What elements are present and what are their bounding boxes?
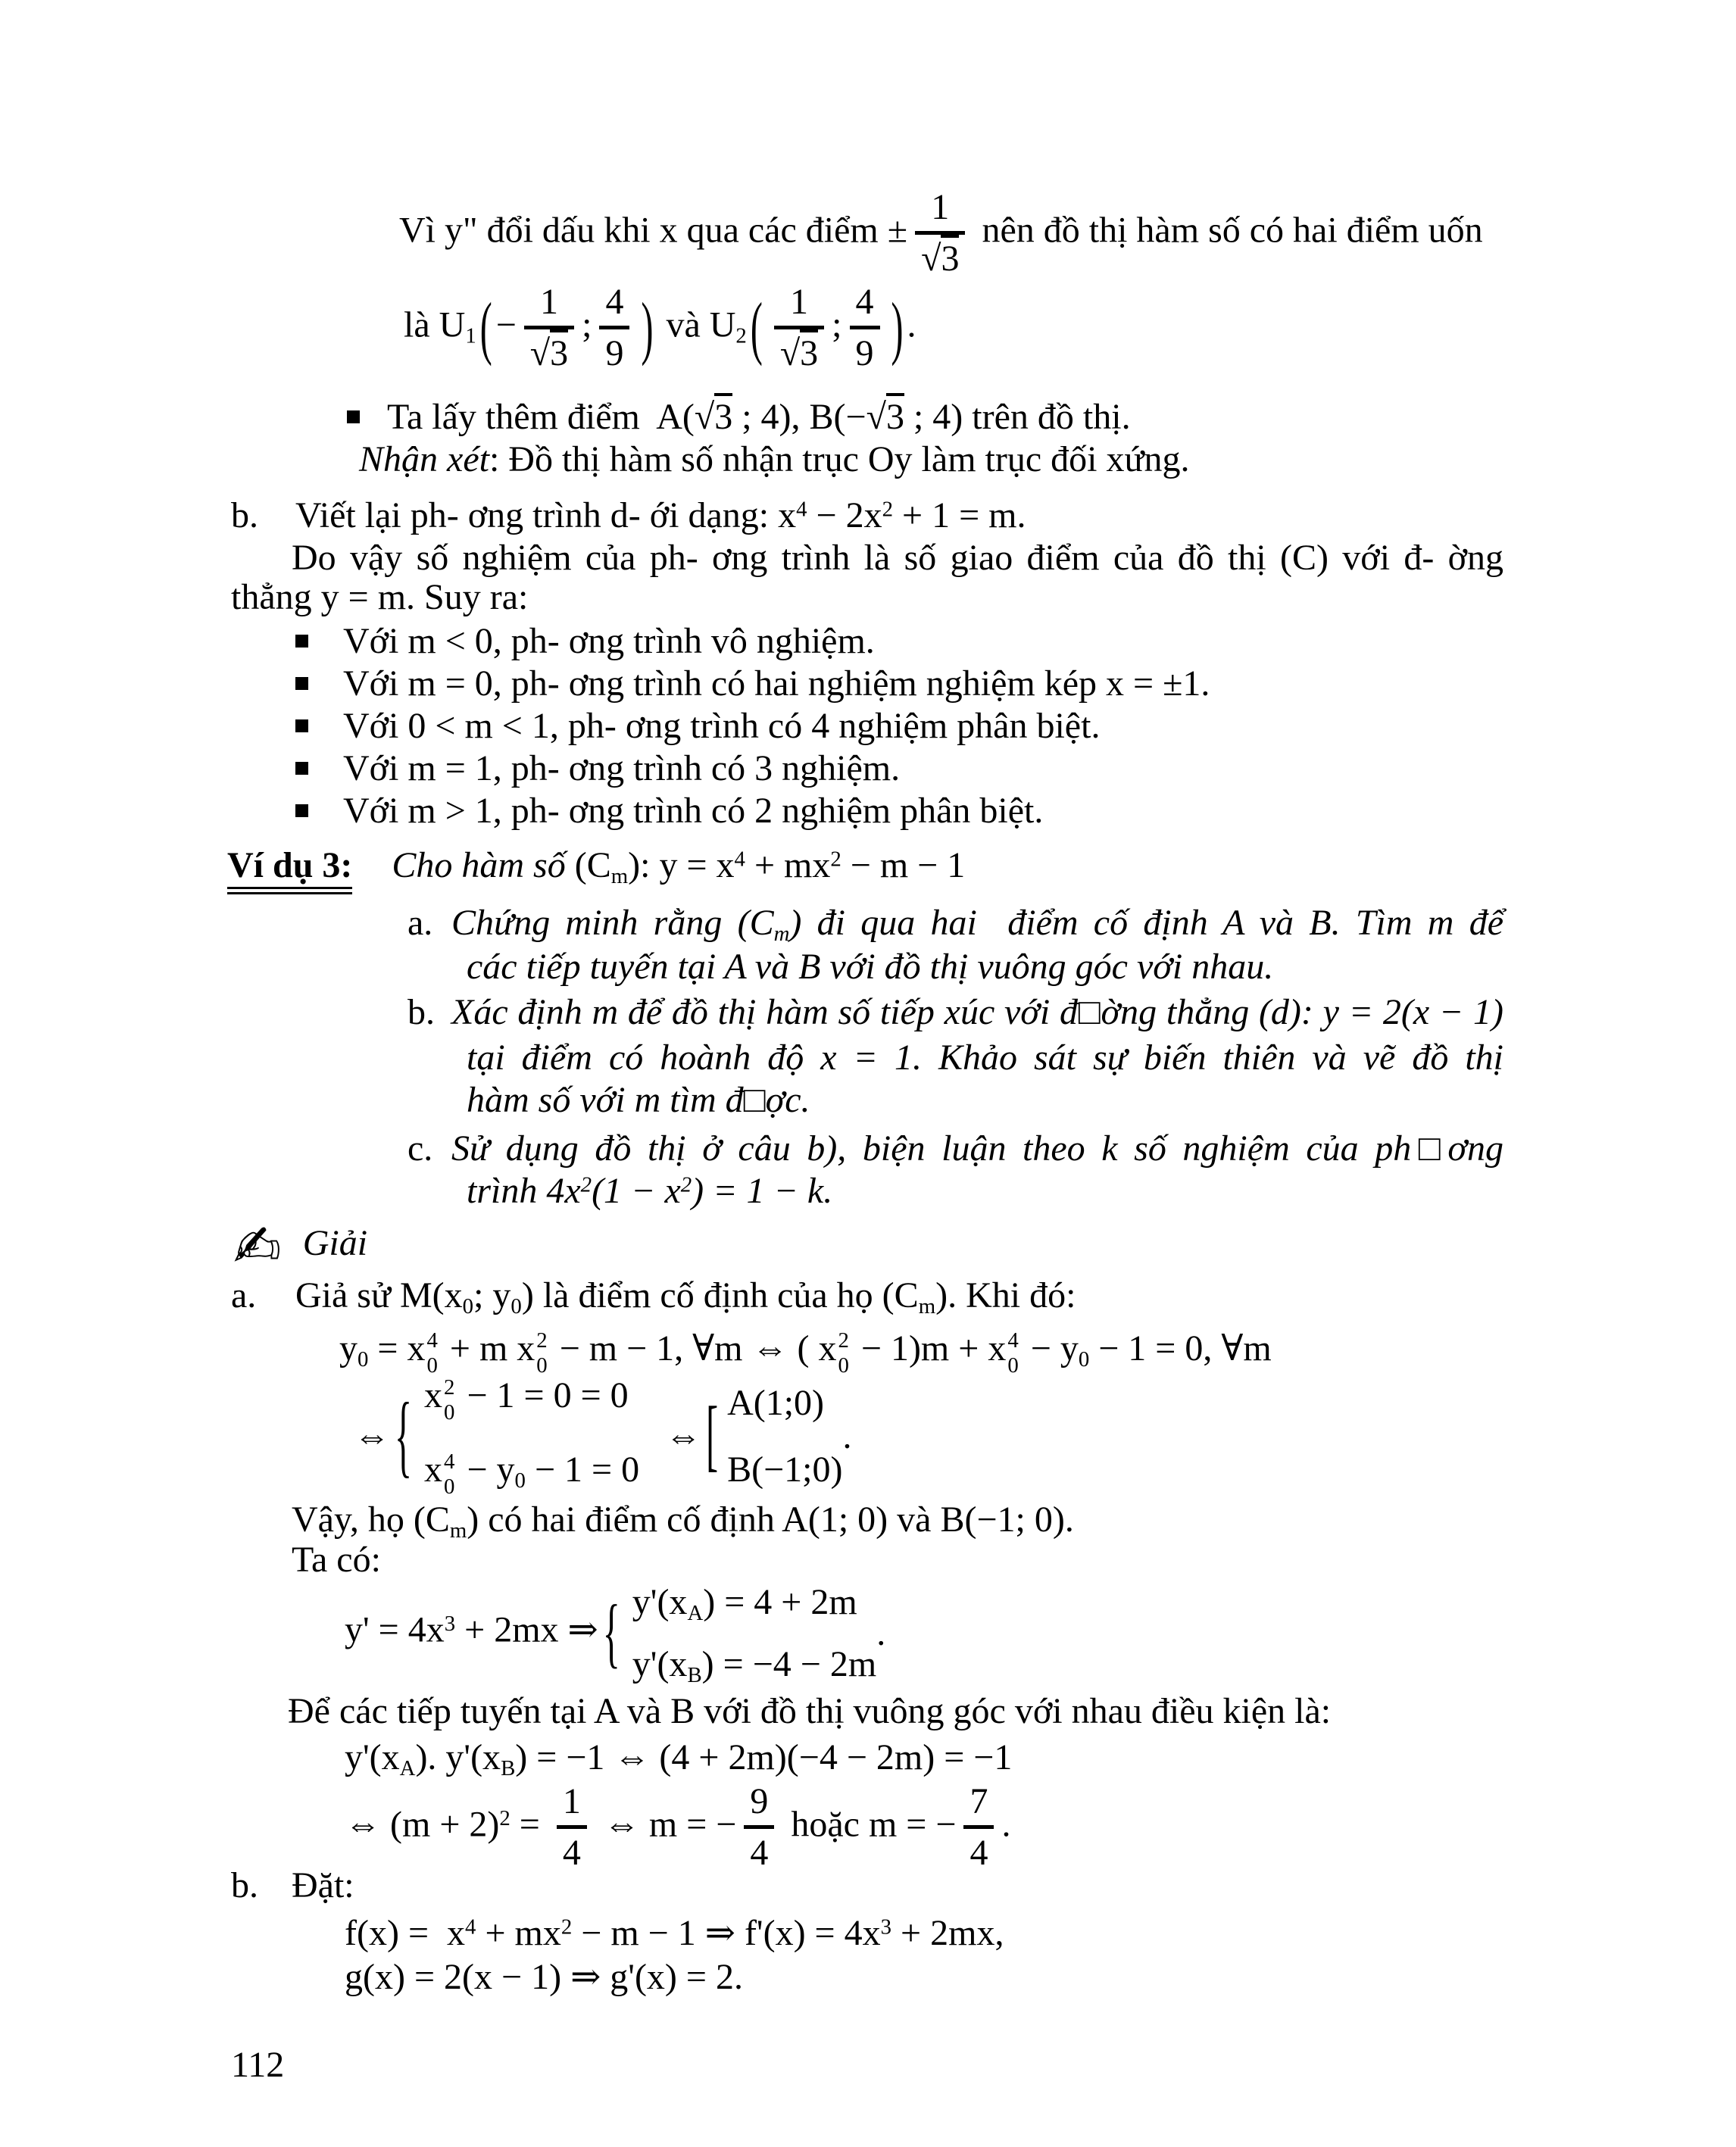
radical-sign: √ [921,238,941,279]
big-left-brace: { [395,1384,413,1487]
fraction-1-sqrt3 [524,284,574,373]
text-run: − 1 = 0 [525,1449,640,1490]
superscript: 3 [444,1612,456,1637]
period: . [842,1416,852,1457]
square-bullet-icon [295,635,308,648]
text-run: ) đi qua hai điểm cố định A và B. Tìm m để [789,903,1504,943]
formula-fixed-point-system [354,1374,851,1499]
text-run: ) có hai điểm cố định A(1; 0) và B(−1; 0). [467,1499,1074,1540]
text-run: = x [368,1328,426,1368]
item-b-line1 [451,991,1503,1034]
item-label-b: b. [231,495,258,535]
minus-sign: − [495,304,517,345]
extra-points-bullet [347,395,1131,439]
sub-sup-stack [444,1450,454,1499]
text-run: : Đồ thị hàm số nhận trục Oy làm trục đối xứng. [489,439,1190,479]
radical-sign: √ [779,332,801,373]
text-run: Đặt: [292,1865,354,1905]
text-run: x [424,1449,443,1490]
fraction-numerator: 9 [750,1781,769,1821]
fraction-denominator [524,326,574,373]
formula-product-slopes [345,1736,1012,1780]
text-run: ; 4), B(− [732,397,866,437]
fraction-9-4 [744,1783,774,1872]
text-run: ) là điểm cố định của họ (C [521,1275,919,1315]
subscript: m [918,1294,936,1319]
subscript: 0 [510,1294,522,1319]
superscript: 4 [796,497,807,522]
fraction-7-4 [963,1783,994,1872]
period: . [907,304,916,345]
superscript: 4 [465,1915,476,1939]
text-run: + 2mx, [891,1913,1004,1953]
text-run: c. [407,1128,433,1169]
superscript: 4 [444,1449,455,1474]
text-run: b. [407,992,435,1032]
text-run: (1 − x [592,1171,681,1211]
radicand: 3 [550,329,568,373]
line-inflection-points [404,284,916,373]
fraction-4-9 [599,284,629,373]
text-run: ) = 4 + 2m [703,1582,857,1622]
item-label-a: a. [231,1275,257,1315]
subscript: 0 [838,1353,849,1378]
formula-y0-identity [339,1327,1272,1378]
superscript: 2 [830,847,841,872]
system-rows [632,1581,876,1686]
solution-a-intro [231,1274,1076,1318]
text-run: Với m = 1, ph- ơng trình có 3 nghiệm. [343,748,901,788]
text-run: là U [404,304,466,345]
sub-sup-stack [426,1328,437,1378]
text-run: f(x) = x [345,1913,466,1953]
fraction-denominator: 4 [744,1825,774,1872]
radicand: 3 [886,393,904,437]
text-run: Với 0 < m < 1, ph- ơng trình có 4 nghiệm phân biệt. [343,706,1101,746]
system-row [632,1581,876,1624]
superscript: 4 [1007,1328,1019,1353]
case-bullet-m-eq-1 [295,747,900,791]
item-label-a [407,901,432,945]
text-run: Vì y" đổi dấu khi x qua các điểm ± [399,210,908,251]
item-label-c [407,1127,432,1171]
text-run: Để các tiếp tuyến tại A và B với đồ thị vuông góc với nhau điều kiện là: [288,1691,1332,1731]
text-run: y [339,1328,358,1368]
text-run: Với m = 0, ph- ơng trình có hai nghiệm nghiệm kép x = ±1. [343,663,1210,704]
text-run: − 1 = 0, ∀m [1089,1328,1272,1368]
text-run: Với m < 0, ph- ơng trình vô nghiệm. [343,621,875,661]
sub-sup-stack [444,1375,454,1425]
item-label-b: b. [231,1865,258,1905]
or-row: A(1;0) [727,1383,825,1424]
text-run: x [424,1375,443,1415]
subscript: 2 [735,323,747,348]
text-run: Do vậy số nghiệm của ph- ơng trình là số giao điểm của đồ thị (C) với đ- ờng [292,538,1503,578]
radicand: 3 [941,235,959,279]
superscript: 2 [680,1172,692,1197]
text-run: − 2x [807,495,882,535]
text-run: Cho hàm số [392,845,575,885]
text-run: Sử dụng đồ thị ở câu b), biện luận theo k số nghiệm của ph□ơng [451,1128,1503,1169]
separator: ; [832,304,842,345]
subscript: m [610,864,629,889]
text-run: + 1 = m. [893,495,1026,535]
superscript: 2 [536,1328,548,1353]
formula-m-solutions [345,1783,1010,1872]
superscript: 2 [499,1806,510,1831]
superscript: 2 [444,1375,455,1400]
fraction-1-4 [557,1783,587,1872]
line-ta-co [292,1538,381,1582]
subscript: 0 [1078,1347,1090,1372]
sqrt-3 [695,393,732,437]
case-bullet-0-m-1 [295,704,1100,748]
sub-sup-stack [536,1328,547,1378]
text-run: y' = 4x [345,1609,445,1650]
fraction-numerator: 1 [539,282,558,322]
sub-sup-stack [838,1328,848,1378]
subscript: 0 [358,1347,369,1372]
text-run: + mx [476,1913,561,1953]
item-a-line1 [451,901,1503,945]
subscript: m [773,922,790,947]
big-left-brace: { [602,1589,620,1676]
subscript: B [501,1756,516,1781]
fraction-denominator: 4 [963,1825,994,1872]
item-c-line2 [467,1169,832,1213]
text-run: − m − 1 [841,845,966,885]
text-run: ⇔ (m + 2) [345,1804,500,1845]
line-nhan-xet [359,438,1190,482]
square-bullet-icon [295,719,308,732]
item-b-line3 [467,1078,810,1122]
example3-heading [227,844,965,888]
fraction-denominator: 4 [557,1825,587,1872]
page-number [231,2043,284,2087]
text-run: Viết lại ph- ơng trình d- ới dạng: x [295,495,797,535]
line-perpendicular-condition [288,1690,1331,1734]
superscript: 2 [882,497,893,522]
text-run: (C [574,845,611,885]
iff-arrow: ⇔ [354,1416,390,1457]
text-run: 112 [231,2045,285,2085]
or-rows [727,1381,842,1491]
subscript: 0 [462,1294,474,1319]
text-run: Giả sử M(x [295,1275,463,1315]
text-run: ). Khi đó: [935,1275,1076,1315]
formula-derivative-system [345,1581,885,1686]
text-run: trình 4x [467,1171,581,1211]
text-run: − 1)m + x [851,1328,1007,1368]
part-b-restate [231,494,1026,538]
text-run: Vậy, họ (C [292,1499,450,1540]
fraction-4-9 [850,284,880,373]
text-run: ) = 1 − k. [692,1171,833,1211]
item-b-line2 [467,1036,1503,1080]
fraction-denominator [774,326,824,373]
text-run: hoặc m = − [782,1804,957,1845]
text-run: Xác định m để đồ thị hàm số tiếp xúc với đ□ờng thẳng (d): y = 2(x − 1) [451,992,1503,1032]
subscript: 0 [444,1474,455,1499]
fraction-1-sqrt3 [774,284,824,373]
radical-sign: √ [866,397,886,437]
subscript: 0 [426,1353,438,1378]
fraction-numerator: 7 [969,1781,988,1821]
big-right-paren: ) [891,289,904,367]
fraction-numerator: 4 [605,282,624,322]
system-row [424,1374,639,1425]
text-run: Ta lấy thêm điểm A( [387,397,695,437]
fraction-numerator: 1 [562,1781,581,1821]
text-run: các tiếp tuyến tại A và B với đồ thị vuông góc với nhau. [467,947,1274,987]
subscript: B [687,1662,702,1687]
superscript: 2 [838,1328,849,1353]
system-row [632,1643,876,1687]
solution-b-dat [231,1864,354,1908]
square-bullet-icon [295,677,308,690]
text-run: − m − 1 ⇒ f'(x) = 4x [572,1913,881,1953]
text-run: ): y = x [628,845,735,885]
period: . [1001,1804,1011,1845]
subscript: A [687,1601,704,1626]
superscript: 3 [880,1915,892,1939]
text-run: ). y'(x [415,1737,501,1777]
text-run: + 2mx ⇒ [455,1609,598,1650]
text-run: + m x [440,1328,535,1368]
sqrt-3 [866,393,904,437]
radicand: 3 [714,393,732,437]
text-run: hàm số với m tìm đ□ợc. [467,1080,810,1120]
formula-gx [345,1955,743,1999]
big-right-paren: ) [641,289,654,367]
subscript: A [399,1756,416,1781]
fraction-numerator: 1 [931,187,950,227]
solution-title: Giải [302,1223,368,1264]
square-bullet-icon [347,410,360,423]
system-row [424,1448,639,1499]
text-run: Ta có: [292,1540,381,1580]
item-label-b [407,991,435,1034]
sub-sup-stack [1007,1328,1018,1378]
big-left-paren: ( [479,289,492,367]
formula-fx [345,1911,1004,1955]
iff-arrow: ⇔ [665,1416,702,1457]
superscript: 2 [560,1915,573,1939]
writing-hand-icon: ✍ [233,1212,282,1280]
line-inflection-statement [399,189,1483,278]
square-bullet-icon [295,804,308,817]
example3-label: Ví dụ 3: [227,845,352,894]
superscript: 4 [426,1328,438,1353]
fraction-numerator: 4 [855,282,874,322]
subscript: 0 [536,1353,548,1378]
subscript: 0 [514,1468,526,1493]
radical-sign: √ [529,332,551,373]
or-row: B(−1;0) [727,1449,843,1490]
subscript: 0 [1007,1353,1019,1378]
big-left-paren: ( [750,289,763,367]
line-vay-conclusion [292,1498,1074,1542]
subscript: 1 [465,323,476,348]
separator: ; [582,304,592,345]
para-do-vay-line2 [231,576,528,619]
square-bullet-icon [295,762,308,775]
text-run: y'(x [632,1582,688,1622]
text-run: ) = −1 ⇔ (4 + 2m)(−4 − 2m) = −1 [515,1737,1013,1777]
radical-sign: √ [694,397,715,437]
text-run: − 1 = 0 = 0 [457,1375,629,1415]
big-left-bracket: [ [706,1391,719,1481]
fraction-denominator [915,231,965,278]
text-run: a. [407,903,433,943]
item-c-line1 [451,1127,1503,1171]
text-run: ) = −4 − 2m [701,1643,877,1684]
text-run: − y [457,1449,515,1490]
solution-heading [233,1212,368,1280]
text-run: + mx [745,845,831,885]
radicand: 3 [800,329,818,373]
remark-label: Nhận xét [359,439,489,479]
subscript: 0 [444,1400,455,1425]
text-run: thẳng y = m. Suy ra: [231,577,529,617]
text-run: g(x) = 2(x − 1) ⇒ g'(x) = 2. [345,1957,743,1997]
case-bullet-m-gt-1 [295,789,1043,833]
text-run: ⇔ m = − [594,1804,737,1845]
text-run: ; y [473,1275,511,1315]
para-do-vay-line1 [231,536,1503,580]
text-run: − m − 1, ∀m ⇔ ( x [550,1328,837,1368]
text-run: nên đồ thị hàm số có hai điểm uốn [973,210,1483,251]
text-run: y'(x [345,1737,400,1777]
text-run: Chứng minh rằng (C [451,903,774,943]
subscript: m [449,1518,467,1543]
system-rows [424,1374,639,1499]
case-bullet-m-eq-0 [295,662,1210,706]
text-run: = [510,1804,549,1845]
fraction-denominator: 9 [599,326,629,373]
text-run: − y [1021,1328,1079,1368]
item-a-line2 [467,945,1273,989]
period: . [876,1612,886,1653]
text-run: và U [657,304,736,345]
fraction-numerator: 1 [789,282,808,322]
fraction-1-sqrt3 [915,189,965,278]
superscript: 4 [734,847,745,872]
superscript: 2 [580,1172,592,1197]
case-bullet-m-lt-0 [295,619,875,663]
fraction-denominator: 9 [850,326,880,373]
text-run: ; 4) trên đồ thị. [904,397,1131,437]
example3-statement [392,845,966,889]
text-run: tại điểm có hoành độ x = 1. Khảo sát sự biến thiên và vẽ đồ thị [467,1038,1503,1078]
text-run: y'(x [632,1643,688,1684]
text-run: Với m > 1, ph- ơng trình có 2 nghiệm phân biệt. [343,791,1044,831]
